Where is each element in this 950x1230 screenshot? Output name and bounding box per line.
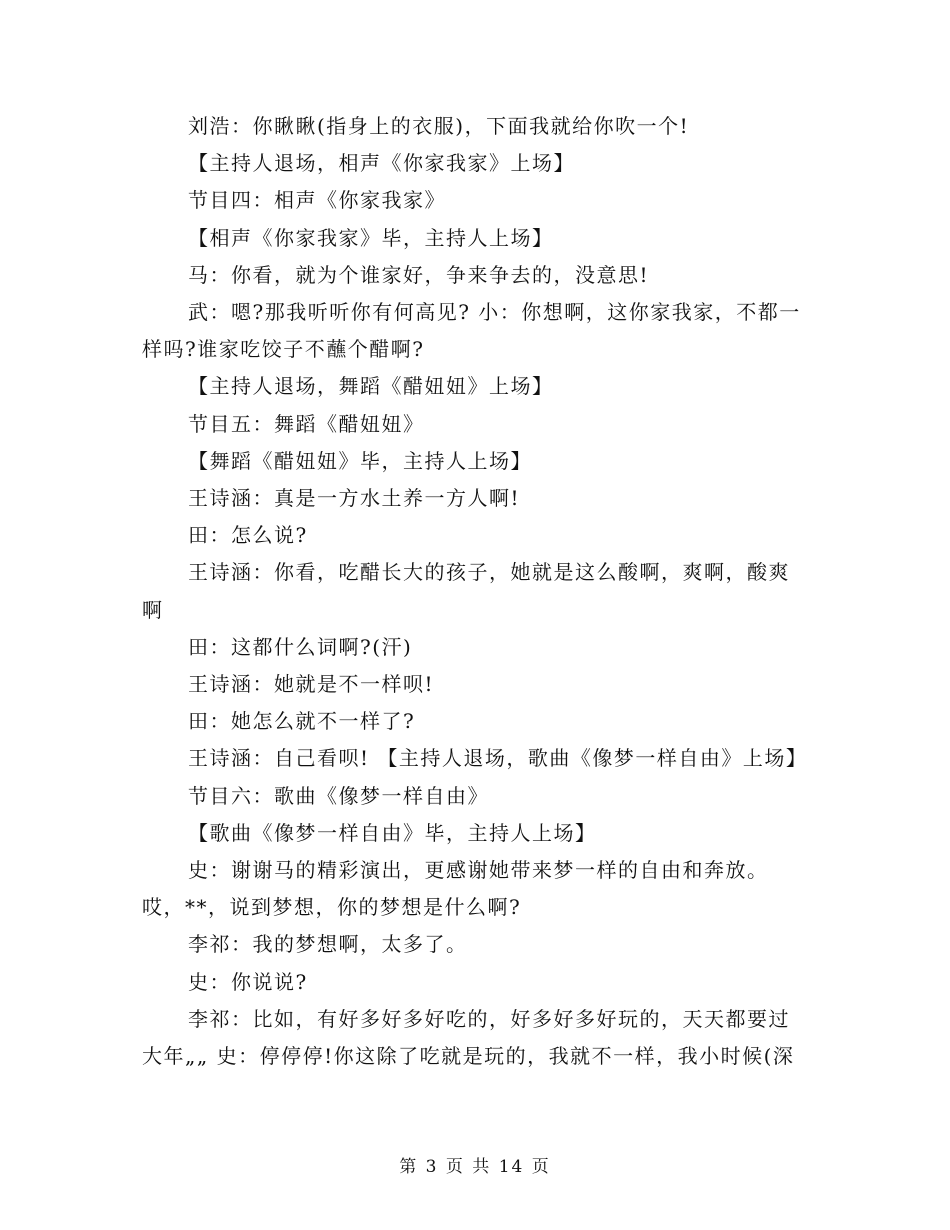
paragraph: 李祁：我的梦想啊，太多了。 — [188, 932, 468, 957]
paragraph: 【主持人退场，舞蹈《醋妞妞》上场】 — [188, 374, 554, 399]
paragraph: 史：你说说? — [188, 969, 308, 994]
paragraph: 王诗涵：你看，吃醋长大的孩子，她就是这么酸啊，爽啊，酸爽啊 — [142, 560, 790, 622]
paragraph: 李祁：比如，有好多好多好吃的，好多好多好玩的，天天都要过大年„„ 史：停停停!你这除了吃就是玩的，我就不一样，我小时候(深 — [142, 1006, 795, 1069]
paragraph: 节目六：歌曲《像梦一样自由》 — [188, 783, 489, 808]
paragraph: 【歌曲《像梦一样自由》毕，主持人上场】 — [188, 820, 597, 845]
paragraph: 【相声《你家我家》毕，主持人上场】 — [188, 225, 554, 250]
paragraph: 田：她怎么就不一样了? — [188, 709, 416, 734]
paragraph: 武：嗯?那我听听你有何高见? 小：你想啊，这你家我家，不都一样吗?谁家吃饺子不蘸个醋啊? — [142, 300, 801, 362]
paragraph: 马：你看，就为个谁家好，争来争去的，没意思! — [188, 262, 650, 287]
paragraph: 【主持人退场，相声《你家我家》上场】 — [188, 151, 575, 176]
page-number-footer: 第 3 页 共 14 页 — [399, 1157, 551, 1177]
paragraph: 王诗涵：真是一方水土养一方人啊! — [188, 486, 521, 511]
document-body — [142, 108, 810, 1075]
paragraph: 田：怎么说? — [188, 523, 308, 548]
paragraph: 节目四：相声《你家我家》 — [188, 188, 446, 213]
paragraph: 田：这都什么词啊?(汗) — [188, 634, 413, 659]
paragraph: 史：谢谢马的精彩演出，更感谢她带来梦一样的自由和奔放。哎，**，说到梦想，你的梦想是什么啊? — [142, 858, 769, 920]
paragraph: 【舞蹈《醋妞妞》毕，主持人上场】 — [188, 448, 532, 473]
paragraph: 节目五：舞蹈《醋妞妞》 — [188, 411, 425, 436]
paragraph: 王诗涵：自己看呗! 【主持人退场，歌曲《像梦一样自由》上场】 — [188, 746, 808, 771]
paragraph: 王诗涵：她就是不一样呗! — [188, 672, 435, 697]
paragraph: 刘浩：你瞅瞅(指身上的衣服)，下面我就给你吹一个! — [188, 114, 690, 138]
